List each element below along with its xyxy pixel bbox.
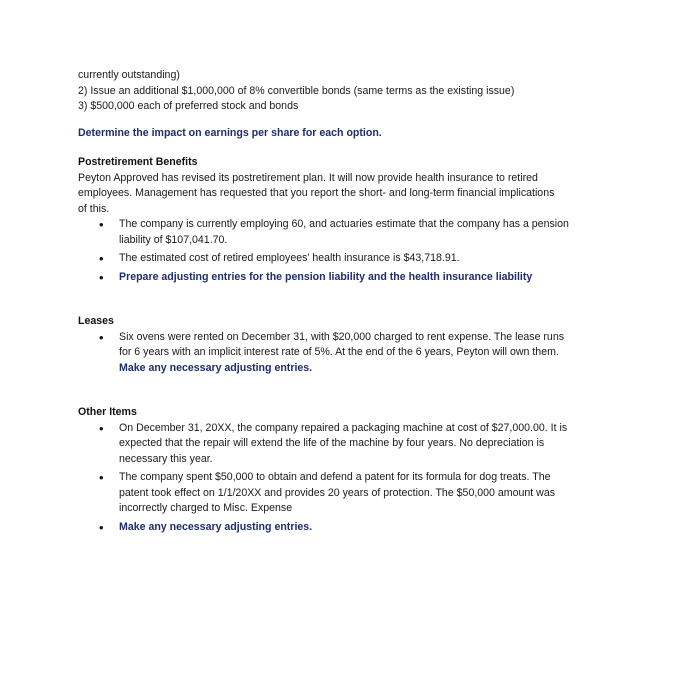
option-2-text: 2) Issue an additional $1,000,000 of 8% convertible bonds (same terms as the existing issue): [78, 84, 515, 97]
list-item: [78, 270, 623, 286]
bullet-icon: •: [99, 420, 104, 436]
bullet-text-line: On December 31, 20XX, the company repaired a packaging machine at cost of $27,000.00. It is: [119, 421, 568, 434]
bullet-text-line: The company is currently employing 60, and actuaries estimate that the company has a pension: [119, 218, 569, 230]
options-section: [78, 68, 623, 141]
eps-instruction: Determine the impact on earnings per share for each option.: [78, 126, 382, 139]
bullet-text-line: patent took effect on 1/1/20XX and provides 20 years of protection. The $50,000 amount was: [119, 486, 556, 499]
postretirement-bullet-list: [78, 217, 623, 285]
list-item: [78, 251, 623, 267]
bullet-icon: •: [99, 329, 104, 345]
bullet-text-line: for 6 years with an implicit interest rate of 5%. At the end of the 6 years, Peyton will own them.: [119, 346, 559, 358]
list-item: [78, 520, 623, 536]
bullet-icon: •: [99, 251, 104, 266]
list-item: [78, 217, 623, 248]
bullet-icon: •: [99, 217, 104, 232]
bullet-text-line: necessary this year.: [119, 452, 213, 465]
postretirement-section: [78, 155, 623, 285]
leases-bullet-list: [78, 330, 623, 377]
leases-heading: Leases: [78, 315, 114, 327]
postretirement-heading: Postretirement Benefits: [78, 156, 198, 168]
bullet-text-line: The company spent $50,000 to obtain and defend a patent for its formula for dog treats. The: [119, 471, 551, 483]
bullet-icon: •: [99, 470, 104, 485]
bullet-icon: •: [99, 269, 104, 285]
bullet-text-line: liability of $107,041.70.: [119, 233, 228, 246]
list-item: [78, 330, 623, 377]
other-items-heading: Other Items: [78, 406, 137, 418]
leases-instruction: Make any necessary adjusting entries.: [119, 361, 313, 374]
other-items-bullet-list: [78, 421, 623, 536]
document-page: [78, 68, 623, 538]
leases-section: [78, 314, 623, 376]
other-items-section: [78, 405, 623, 535]
bullet-text-line: Six ovens were rented on December 31, with $20,000 charged to rent expense. The lease runs: [119, 330, 565, 343]
pension-instruction: Prepare adjusting entries for the pension liability and the health insurance liability: [119, 270, 533, 283]
postretirement-intro-line: employees. Management has requested that you report the short- and long-term financial implications: [78, 187, 555, 199]
list-item: [78, 421, 623, 468]
bullet-text-line: The estimated cost of retired employees’ health insurance is $43,718.91.: [119, 252, 460, 264]
other-items-instruction: Make any necessary adjusting entries.: [119, 520, 313, 533]
postretirement-intro-line: of this.: [78, 202, 110, 215]
bullet-text-line: expected that the repair will extend the life of the machine by four years. No depreciation is: [119, 437, 545, 449]
option-3-text: 3) $500,000 each of preferred stock and bonds: [78, 100, 299, 112]
bullet-icon: •: [99, 519, 104, 535]
option-continuation-text: currently outstanding): [78, 69, 180, 81]
list-item: [78, 470, 623, 517]
bullet-text-line: incorrectly charged to Misc. Expense: [119, 502, 293, 514]
postretirement-intro-line: Peyton Approved has revised its postretirement plan. It will now provide health insurance to retired: [78, 171, 538, 184]
